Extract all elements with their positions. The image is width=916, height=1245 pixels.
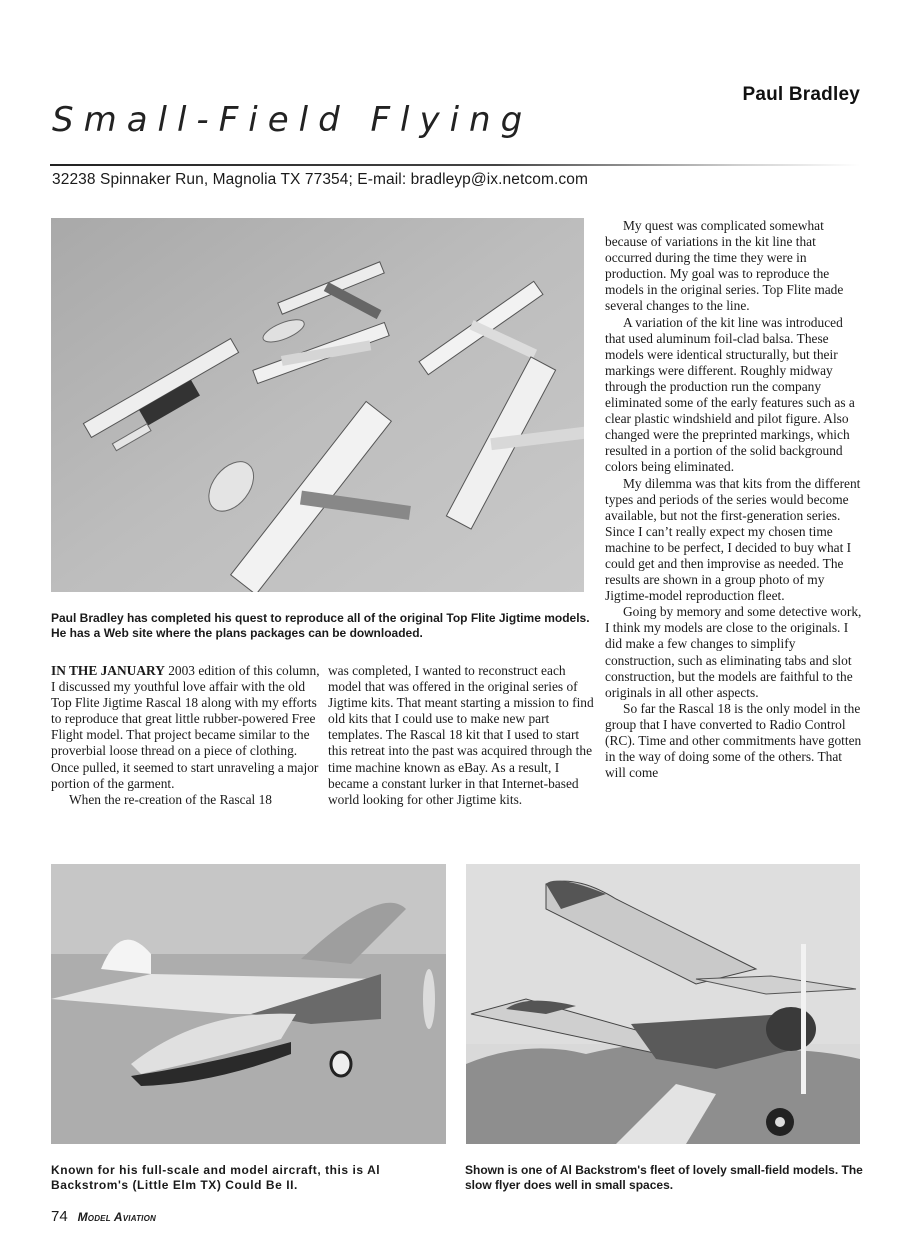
article-paragraph: A variation of the kit line was introduced that used aluminum foil-clad balsa. These models were identical structurally, but their markings were different. Roughly midway through the production run the company eliminated some of the early features such as a clear plastic windshield and pilot figure. Also changed were the preprinted markings, which resulted in a portion of the solid background colors being eliminated. (605, 314, 855, 475)
article-paragraph: My quest was complicated somewhat because of variations in the kit line that occurred during the time they were in production. My goal was to reproduce the models in the original series. Top Flite made several changes to the line. (605, 218, 844, 314)
article-paragraph: Going by memory and some detective work, I think my models are close to the originals. I did make a few changes to simplify construction, such as eliminating tabs and slot construction, but the models are faithful to the originals in all other aspects. (605, 604, 862, 700)
article-column-1 (51, 663, 321, 808)
could-be-ii-photo (51, 864, 446, 1144)
article-paragraph: My dilemma was that kits from the different types and periods of the series would become available, but not the first-generation series. Since I can’t really expect my chosen time machine to be perfect, I decided to buy what I could get and then improvise as needed. The results are shown in a group photo of my Jigtime-model reproduction fleet. (605, 475, 861, 604)
author-address: 32238 Spinnaker Run, Magnolia TX 77354; E-mail: bradleyp@ix.netcom.com (52, 171, 588, 188)
article-paragraph: IN THE JANUARY 2003 edition of this column, I discussed my youthful love affair with the old Top Flite Jigtime Rascal 18 along with my efforts to reproduce that great little rubber-powered Free Flight model. That project became similar to the proverbial loose thread on a piece of clothing. Once pulled, it seemed to start unraveling a major portion of the garment. (51, 663, 320, 791)
title-rule (50, 164, 860, 166)
photo-image (51, 864, 446, 1144)
article-column-2 (328, 663, 596, 808)
page-footer (51, 1208, 156, 1225)
column-title: Small-Field Flying (52, 100, 533, 140)
small-field-model-photo (466, 864, 860, 1144)
magazine-name: Model Aviation (77, 1210, 157, 1224)
page-number: 74 (51, 1208, 68, 1225)
lead-in: IN THE JANUARY (51, 663, 165, 678)
article-paragraph: When the re-creation of the Rascal 18 (69, 791, 272, 807)
fleet-photo (51, 218, 584, 592)
author-name: Paul Bradley (742, 84, 860, 105)
small-field-model-caption: Shown is one of Al Backstrom's fleet of lovely small-field models. The slow flyer does well in small spaces. (465, 1163, 863, 1192)
article-column-3 (605, 218, 863, 781)
photo-image (466, 864, 860, 1144)
article-paragraph: So far the Rascal 18 is the only model in the group that I have converted to Radio Control (RC). Time and other commitments have gotten in the way of doing some of the others. That will come (605, 700, 862, 781)
could-be-ii-caption: Known for his full-scale and model aircraft, this is Al Backstrom's (Little Elm TX) Could Be II. (51, 1163, 381, 1192)
article-paragraph: was completed, I wanted to reconstruct each model that was offered in the original series of Jigtime kits. That meant starting a mission to find old kits that I could use to make new part templates. The Rascal 18 kit that I used to start this retreat into the past was acquired through the time machine known as eBay. As a result, I became a constant lurker in that Internet-based world looking for other Jigtime kits. (328, 663, 594, 807)
fleet-photo-caption: Paul Bradley has completed his quest to reproduce all of the original Top Flite Jigtime models. He has a Web site where the plans packages can be downloaded. (51, 611, 590, 640)
photo-image (51, 218, 584, 592)
